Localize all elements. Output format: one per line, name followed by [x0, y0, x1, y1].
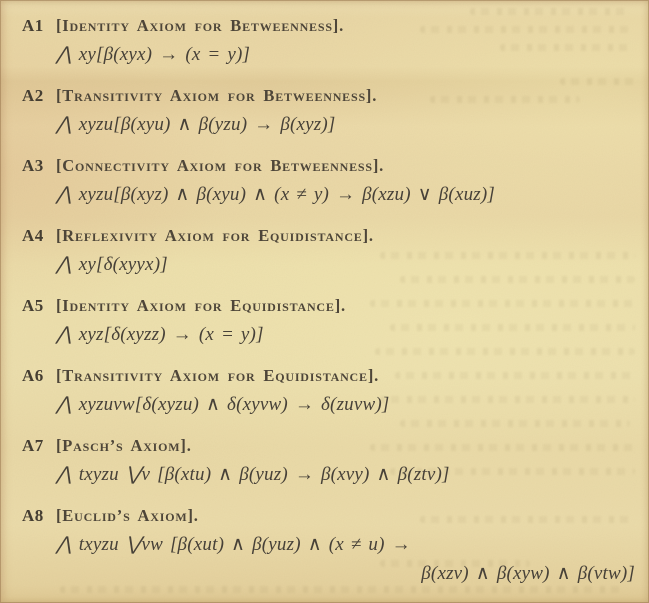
axiom-formula: ⋀ xy[δ(xyyx)]: [56, 254, 168, 275]
axiom-label: A7: [22, 436, 44, 455]
axiom-formula: ⋀ xyzu[β(xyu) ∧ β(yzu) → β(xyz)]: [56, 114, 336, 135]
axiom-title: [Identity Axiom for Betweenness].: [56, 16, 345, 35]
axiom-formula: ⋀ xyz[δ(xyzz) → (x = y)]: [56, 324, 264, 345]
axiom-body: [56, 81, 639, 139]
axiom-body: [56, 501, 639, 588]
axiom-label: A6: [22, 366, 44, 385]
axiom-formula-lines: [56, 390, 639, 419]
axiom-label: A5: [22, 296, 44, 315]
axiom-title: [Transitivity Axiom for Betweenness].: [56, 86, 378, 105]
axiom-label: A3: [22, 156, 44, 175]
axiom-body: [56, 291, 639, 349]
axiom-formula-lines: [56, 40, 639, 69]
axiom-block: [22, 431, 639, 489]
axiom-title: [Reflexivity Axiom for Equidistance].: [56, 226, 374, 245]
axiom-body: [56, 221, 639, 279]
axiom-formula-lines: [56, 530, 639, 588]
axiom-formula: β(xzv) ∧ β(xyw) ∧ β(vtw)]: [421, 563, 635, 584]
axiom-body: [56, 361, 639, 419]
axiom-block: [22, 291, 639, 349]
axiom-title: [Pasch’s Axiom].: [56, 436, 192, 455]
axiom-formula: ⋀ xyzu[β(xyz) ∧ β(xyu) ∧ (x ≠ y) → β(xzu) ∨ β(xuz)]: [56, 184, 496, 205]
axiom-formula-lines: [56, 110, 639, 139]
axiom-title: [Connectivity Axiom for Betweenness].: [56, 156, 385, 175]
axiom-body: [56, 151, 639, 209]
axiom-formula: ⋀ txyzu ⋁vw [β(xut) ∧ β(yuz) ∧ (x ≠ u) →: [56, 534, 411, 555]
axiom-title: [Identity Axiom for Equidistance].: [56, 296, 346, 315]
axiom-block: [22, 361, 639, 419]
axiom-title: [Transitivity Axiom for Equidistance].: [56, 366, 380, 385]
axiom-formula: ⋀ xy[β(xyx) → (x = y)]: [56, 44, 251, 65]
axiom-label: A4: [22, 226, 44, 245]
axiom-title: [Euclid’s Axiom].: [56, 506, 199, 525]
axiom-block: [22, 81, 639, 139]
axiom-formula-lines: [56, 250, 639, 279]
axiom-formula: ⋀ xyzuvw[δ(xyzu) ∧ δ(xyvw) → δ(zuvw)]: [56, 394, 390, 415]
axiom-block: [22, 501, 639, 588]
axiom-block: [22, 221, 639, 279]
axiom-label: A2: [22, 86, 44, 105]
axiom-label: A8: [22, 506, 44, 525]
axiom-formula-lines: [56, 460, 639, 489]
axiom-body: [56, 431, 639, 489]
axiom-block: [22, 11, 639, 69]
axiom-body: [56, 11, 639, 69]
axiom-formula: ⋀ txyzu ⋁v [β(xtu) ∧ β(yuz) → β(xvy) ∧ β(ztv)]: [56, 464, 450, 485]
axiom-block: [22, 151, 639, 209]
axiom-formula-lines: [56, 180, 639, 209]
axiom-formula-lines: [56, 320, 639, 349]
axiom-label: A1: [22, 16, 44, 35]
